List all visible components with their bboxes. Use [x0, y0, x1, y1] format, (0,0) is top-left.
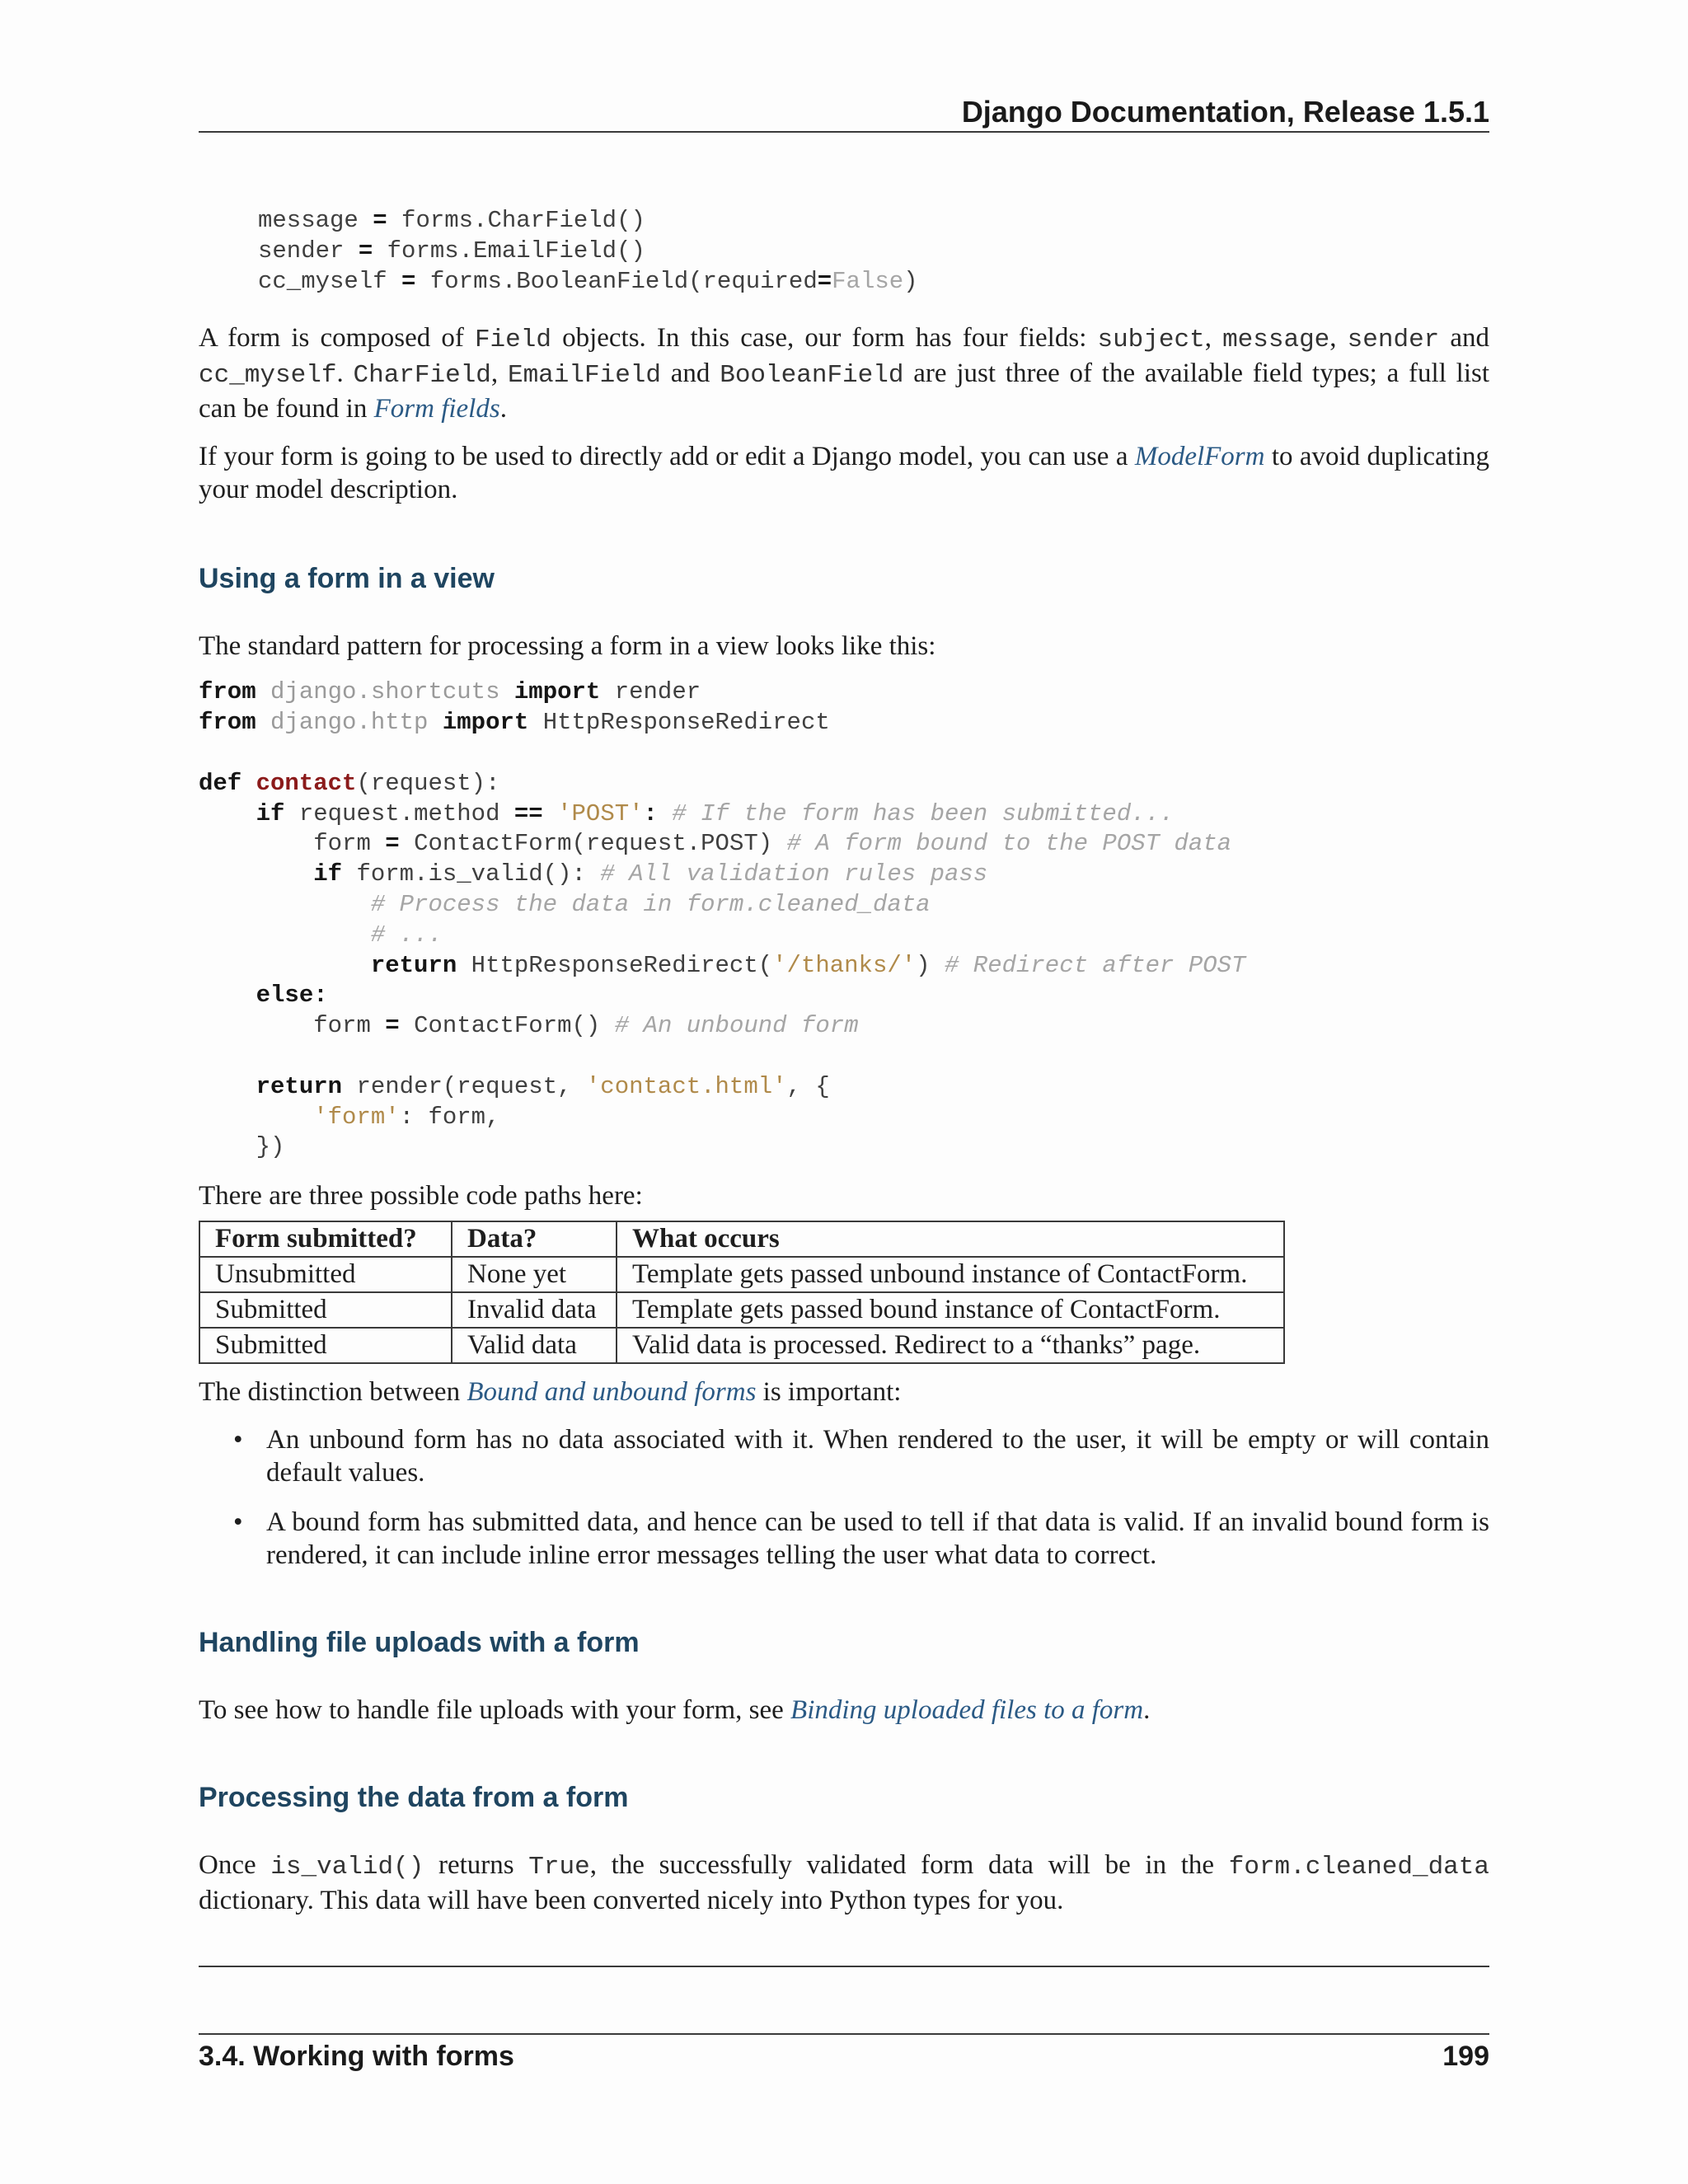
table-cell: None yet — [452, 1257, 617, 1292]
table-cell: Valid data — [452, 1328, 617, 1363]
paragraph-standard-pattern: The standard pattern for processing a form in a view looks like this: — [199, 631, 936, 662]
code-line: form = ContactForm(request.POST) # A form bound to the POST data — [313, 830, 1232, 858]
table-header-row — [199, 1221, 1284, 1257]
page-content — [199, 206, 1489, 1917]
link-modelform[interactable]: ModelForm — [1134, 442, 1265, 472]
paragraph-file-uploads: To see how to handle file uploads with your form, see Binding uploaded files to a form. — [199, 1695, 1151, 1726]
code-line: # Process the data in form.cleaned_data — [370, 890, 931, 918]
table-header-cell: Form submitted? — [199, 1221, 452, 1257]
link-form-fields[interactable]: Form fields — [373, 394, 500, 424]
paragraph-processing-data: Once is_valid() returns True, the successfully validated form data will be in the form.cleaned_data dictionary. This data will have been converted nicely into Python types for you. — [199, 1850, 1489, 1916]
list-item: • An unbound form has no data associated with it. When rendered to the user, it will be empty or will contain default values. — [233, 1425, 1489, 1488]
table-row — [199, 1257, 1284, 1292]
table-row — [199, 1328, 1284, 1363]
code-line: return render(request, 'contact.html', { — [256, 1072, 830, 1100]
table-cell: Invalid data — [452, 1292, 617, 1328]
paragraph-modelform: If your form is going to be used to directly add or edit a Django model, you can use a ModelForm to avoid duplicating your model description. — [199, 442, 1489, 505]
footer-section-title: 3.4. Working with forms — [199, 2041, 514, 2072]
section-end-divider — [199, 1966, 1489, 1967]
code-line: if form.is_valid(): # All validation rules pass — [313, 860, 988, 888]
table-cell: Valid data is processed. Redirect to a “thanks” page. — [617, 1328, 1284, 1363]
list-item: • A bound form has submitted data, and hence can be used to tell if that data is valid. If an invalid bound form is rendered, it can include inline error messages telling the user what data to correct. — [233, 1507, 1489, 1571]
code-block-contact-view — [199, 677, 1489, 1163]
code-line: cc_myself = forms.BooleanField(required=False) — [258, 267, 918, 295]
paragraph-field-objects: A form is composed of Field objects. In this case, our form has four fields: subject, message, sender and cc_myself. CharField, EmailField and BooleanField are just three of the available field types; a full list can be found in Form fields. — [199, 323, 1490, 424]
table-cell: Submitted — [199, 1328, 452, 1363]
link-bound-unbound-forms[interactable]: Bound and unbound forms — [467, 1377, 757, 1408]
bullet-marker: • — [233, 1425, 243, 1455]
heading-file-uploads: Handling file uploads with a form — [199, 1627, 640, 1659]
heading-using-form-in-view: Using a form in a view — [199, 563, 495, 595]
code-line: from django.http import HttpResponseRedirect — [199, 709, 830, 737]
code-line: sender = forms.EmailField() — [258, 237, 645, 265]
footer-page-number: 199 — [1442, 2041, 1489, 2072]
table-cell: Submitted — [199, 1292, 452, 1328]
code-line: from django.shortcuts import render — [199, 678, 701, 706]
code-line: message = forms.CharField() — [258, 207, 645, 234]
table-header-cell: What occurs — [617, 1221, 1284, 1257]
bullet-marker: • — [233, 1507, 243, 1538]
table-cell: Unsubmitted — [199, 1257, 452, 1292]
code-line: else: — [256, 982, 328, 1010]
table-cell: Template gets passed bound instance of ContactForm. — [617, 1292, 1284, 1328]
footer-divider — [199, 2033, 1489, 2035]
code-line: return HttpResponseRedirect('/thanks/') # Redirect after POST — [370, 951, 1246, 979]
paragraph-code-paths: There are three possible code paths here: — [199, 1181, 643, 1212]
code-line: 'form': form, — [313, 1103, 500, 1131]
code-line: # ... — [370, 921, 443, 949]
code-line: def contact(request): — [199, 769, 500, 797]
bullet-list — [199, 1423, 1489, 1572]
page-header — [199, 87, 1489, 133]
paragraph-distinction: The distinction between Bound and unbound forms is important: — [199, 1377, 902, 1408]
code-line: form = ContactForm() # An unbound form — [313, 1012, 859, 1040]
table-header-cell: Data? — [452, 1221, 617, 1257]
link-binding-uploaded-files[interactable]: Binding uploaded files to a form — [790, 1695, 1144, 1726]
heading-processing-data: Processing the data from a form — [199, 1782, 629, 1814]
header-title: Django Documentation, Release 1.5.1 — [961, 95, 1489, 129]
code-paths-table — [199, 1221, 1285, 1364]
table-cell: Template gets passed unbound instance of ContactForm. — [617, 1257, 1284, 1292]
code-block-form-fields — [199, 206, 1489, 297]
code-line: }) — [256, 1133, 285, 1161]
code-line: if request.method == 'POST': # If the form has been submitted... — [256, 799, 1175, 827]
table-row — [199, 1292, 1284, 1328]
